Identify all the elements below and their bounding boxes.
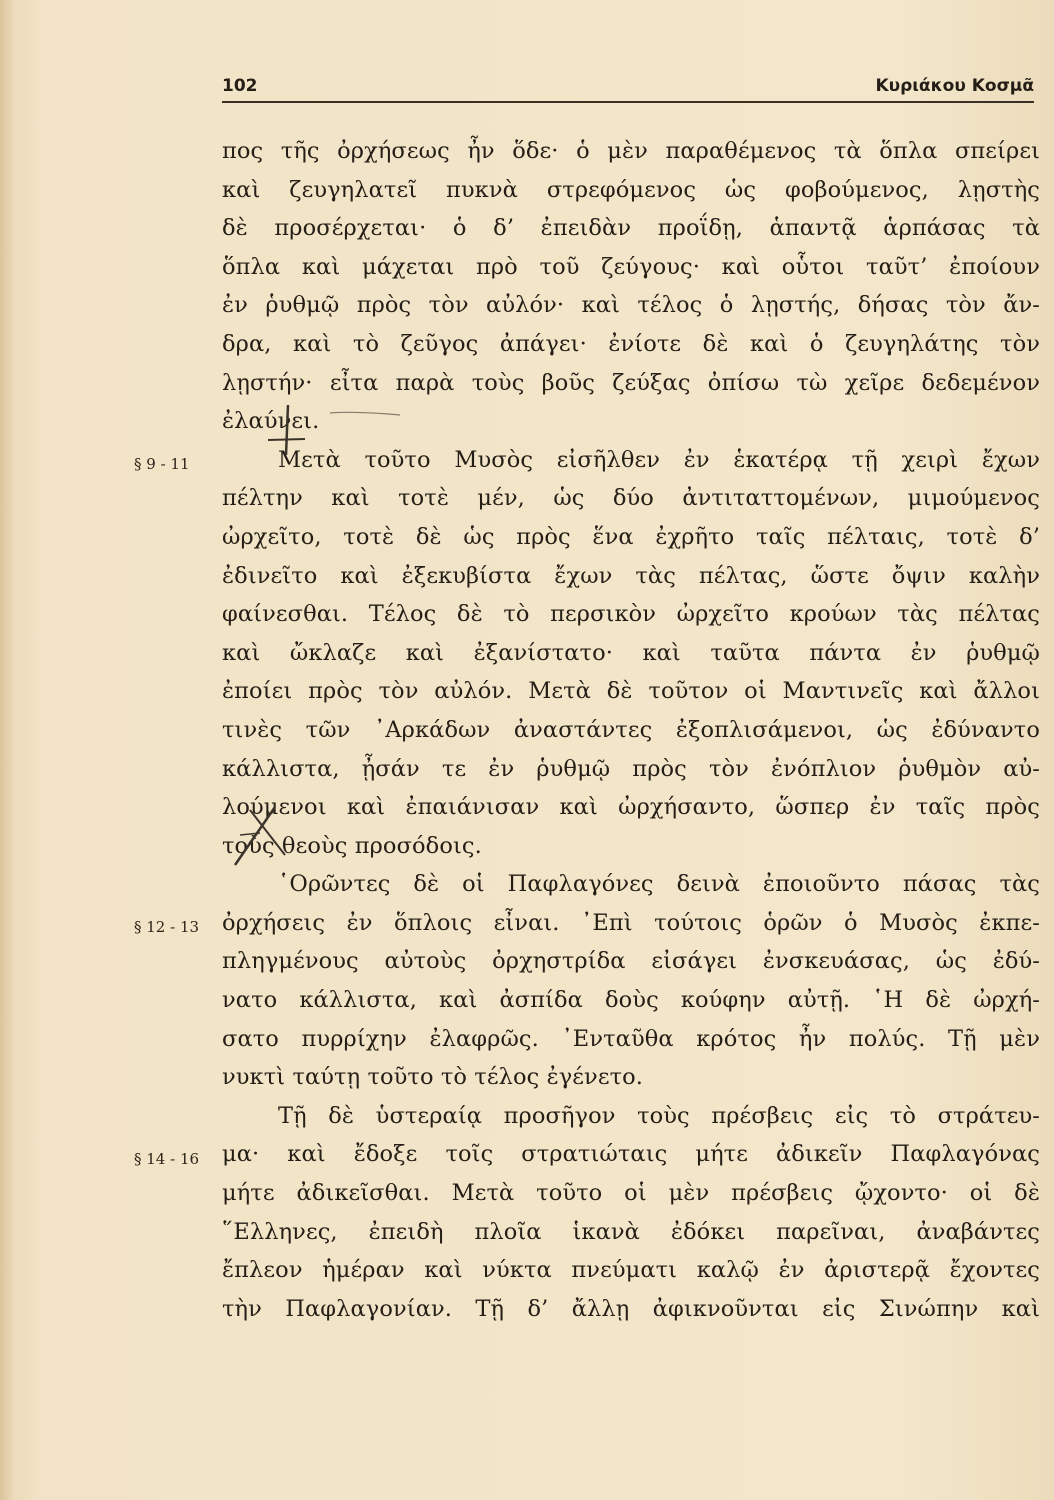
text-line: φαίνεσθαι. Τέλος δὲ τὸ περσικὸν ὠρχεῖτο κρούων τὰς πέλτας [222, 601, 1040, 628]
text-line: καὶ ὤκλαζε καὶ ἐξανίστατο· καὶ ταῦτα πάντα ἐν ῥυθμῷ [222, 639, 1040, 666]
page-number: 102 [222, 76, 258, 96]
text-line: λούμενοι καὶ ἐπαιάνισαν καὶ ὠρχήσαντο, ὥσπερ ἐν ταῖς πρὸς [222, 794, 1040, 821]
text-line: καὶ ζευγηλατεῖ πυκνὰ στρεφόμενος ὡς φοβούμενος, λῃστὴς [222, 176, 1040, 203]
text-line: δὲ προσέρχεται· ὁ δ’ ἐπειδὰν προΐδῃ, ἁπαντᾷ ἁρπάσας τὰ [222, 215, 1040, 242]
text-line: ἐδινεῖτο καὶ ἐξεκυβίστα ἔχων τὰς πέλτας, ὥστε ὄψιν καλὴν [222, 562, 1040, 589]
text-line: ὀρχήσεις ἐν ὅπλοις εἶναι. ᾿Επὶ τούτοις ὁρῶν ὁ Μυσὸς ἐκπε- [222, 909, 1040, 936]
header-rule [222, 101, 1034, 103]
pencil-mark-icon [260, 385, 410, 465]
text-line: ῞Ελληνες, ἐπειδὴ πλοῖα ἱκανὰ ἐδόκει παρεῖναι, ἀναβάντες [222, 1218, 1040, 1245]
text-line: μήτε ἀδικεῖσθαι. Μετὰ τοῦτο οἱ μὲν πρέσβεις ᾤχοντο· οἱ δὲ [222, 1180, 1040, 1207]
text-line: νυκτὶ ταύτῃ τοῦτο τὸ τέλος ἐγένετο. [222, 1064, 644, 1091]
text-line: πος τῆς ὀρχήσεως ἦν ὅδε· ὁ μὲν παραθέμενος τὰ ὅπλα σπείρει [222, 138, 1040, 164]
text-line: ῾Ορῶντες δὲ οἱ Παφλαγόνες δεινὰ ἐποιοῦντο πάσας τὰς [278, 871, 1040, 898]
text-line: λῃστήν· εἶτα παρὰ τοὺς βοῦς ζεύξας ὀπίσω τὼ χεῖρε δεδεμένον [222, 369, 1040, 396]
text-line: ἔπλεον ἡμέραν καὶ νύκτα πνεύματι καλῷ ἐν ἀριστερᾷ ἔχοντες [222, 1257, 1040, 1284]
text-line: πληγμένους αὐτοὺς ὀρχηστρίδα εἰσάγει ἐνσκευάσας, ὡς ἐδύ- [222, 948, 1040, 975]
text-line: ἐλαύνει. [222, 408, 320, 435]
running-head: Κυριάκου Κοσμᾶ [875, 76, 1034, 96]
text-line: τοὺς θεοὺς προσόδοις. [222, 832, 482, 859]
body-text [222, 132, 1040, 1328]
text-line: μα· καὶ ἔδοξε τοῖς στρατιώταις μήτε ἀδικεῖν Παφλαγόνας [222, 1141, 1040, 1168]
margin-section-ref: § 9 - 11 [134, 455, 190, 473]
text-line: κάλλιστα, ᾖσάν τε ἐν ῥυθμῷ πρὸς τὸν ἐνόπλιον ῥυθμὸν αὐ- [222, 755, 1040, 782]
page-binding-edge [0, 0, 14, 1500]
text-line: τινὲς τῶν ᾿Αρκάδων ἀναστάντες ἐξοπλισάμενοι, ὡς ἐδύναντο [222, 716, 1040, 743]
text-line: ὠρχεῖτο, τοτὲ δὲ ὡς πρὸς ἕνα ἐχρῆτο ταῖς πέλταις, τοτὲ δ’ [222, 523, 1040, 550]
text-line: σατο πυρρίχην ἐλαφρῶς. ᾿Ενταῦθα κρότος ἦν πολύς. Τῇ μὲν [222, 1025, 1040, 1052]
text-line: πέλτην καὶ τοτὲ μέν, ὡς δύο ἀντιταττομένων, μιμούμενος [222, 485, 1040, 512]
pencil-mark-icon [230, 795, 300, 875]
margin-section-ref: § 14 - 16 [134, 1150, 200, 1168]
text-line: δρα, καὶ τὸ ζεῦγος ἀπάγει· ἐνίοτε δὲ καὶ ὁ ζευγηλάτης τὸν [222, 330, 1040, 357]
text-line: ἐποίει πρὸς τὸν αὐλόν. Μετὰ δὲ τοῦτον οἱ Μαντινεῖς καὶ ἄλλοι [222, 678, 1040, 705]
margin-section-ref: § 12 - 13 [134, 918, 200, 936]
text-line: ἐν ῥυθμῷ πρὸς τὸν αὐλόν· καὶ τέλος ὁ λῃστής, δήσας τὸν ἄν- [222, 292, 1040, 319]
text-line: ὅπλα καὶ μάχεται πρὸ τοῦ ζεύγους· καὶ οὗτοι ταῦτ’ ἐποίουν [222, 253, 1040, 280]
text-line: τὴν Παφλαγονίαν. Τῇ δ’ ἄλλῃ ἀφικνοῦνται εἰς Σινώπην καὶ [222, 1295, 1040, 1322]
text-line: Μετὰ τοῦτο Μυσὸς εἰσῆλθεν ἐν ἑκατέρᾳ τῇ χειρὶ ἔχων [278, 446, 1040, 473]
text-line: Τῇ δὲ ὑστεραίᾳ προσῆγον τοὺς πρέσβεις εἰς τὸ στράτευ- [278, 1102, 1040, 1129]
text-line: νατο κάλλιστα, καὶ ἀσπίδα δοὺς κούφην αὐτῇ. ῾Η δὲ ὠρχή- [222, 987, 1040, 1014]
